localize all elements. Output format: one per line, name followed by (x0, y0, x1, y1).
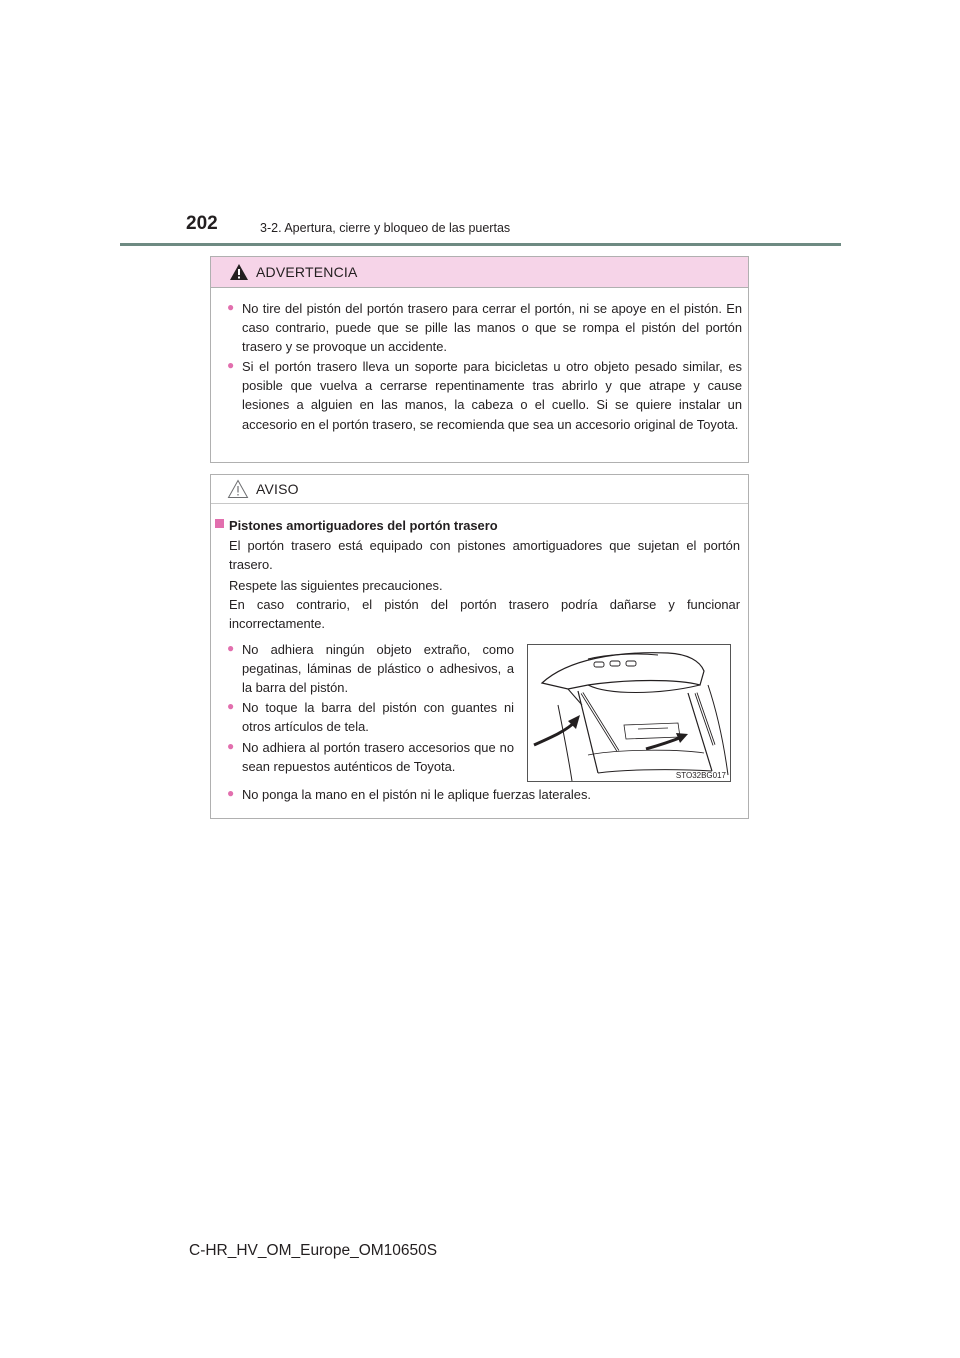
tailgate-illustration (528, 645, 731, 782)
notice-subheading: Pistones amortiguadores del portón trasero (229, 518, 498, 533)
warning-header (211, 257, 748, 288)
section-title: 3-2. Apertura, cierre y bloqueo de las puertas (260, 221, 511, 235)
caution-outline-icon (227, 479, 249, 499)
bullet-icon: ● (227, 300, 235, 314)
square-bullet-icon (215, 519, 224, 528)
bullet-icon: ● (227, 358, 235, 372)
figure-code: STO32BG017 (675, 771, 726, 780)
document-id: C-HR_HV_OM_Europe_OM10650S (189, 1242, 438, 1259)
notice-paragraph: El portón trasero está equipado con pistones amortiguadores que sujetan el portón trasero. (229, 538, 740, 573)
notice-item: No toque la barra del pistón con guantes ni otros artículos de tela. (242, 700, 514, 735)
warning-item: Si el portón trasero lleva un soporte para bicicletas u otro objeto pesado similar, es posible que vuelva a cerrarse repentinamente tras abrirlo y que atrape y cause lesiones a alguien en las manos, la cabeza o el cuello. Si se quiere instalar un accesorio en el portón trasero, se recomienda que sea un accesorio original de Toyota. (242, 359, 742, 432)
notice-header (211, 475, 748, 504)
tailgate-figure (527, 644, 731, 782)
notice-paragraph-line: En caso contrario, el pistón del portón trasero podría dañarse y funcionar incorrectamente. (229, 597, 740, 632)
notice-item: No adhiera al portón trasero accesorios que no sean repuestos auténticos de Toyota. (242, 740, 514, 775)
warning-item: No tire del pistón del portón trasero para cerrar el portón, ni se apoye en el pistón. En caso contrario, puede que se pille las manos o que se rompa el pistón del portón trasero y se provoque un accidente. (242, 301, 742, 355)
bullet-icon: ● (227, 739, 235, 753)
page-number: 202 (186, 213, 218, 234)
notice-item: No adhiera ningún objeto extraño, como pegatinas, láminas de plástico o adhesivos, a la barra del pistón. (242, 642, 514, 696)
bullet-icon: ● (227, 641, 235, 655)
warning-title: ADVERTENCIA (256, 264, 358, 280)
bullet-icon: ● (227, 786, 235, 800)
warning-icon (229, 263, 249, 281)
notice-item: No ponga la mano en el pistón ni le aplique fuerzas laterales. (242, 787, 591, 802)
notice-title: AVISO (256, 481, 299, 497)
bullet-icon: ● (227, 699, 235, 713)
notice-paragraph-line: Respete las siguientes precauciones. (229, 578, 443, 593)
notice-paragraph (229, 576, 740, 634)
header-rule (120, 243, 841, 246)
